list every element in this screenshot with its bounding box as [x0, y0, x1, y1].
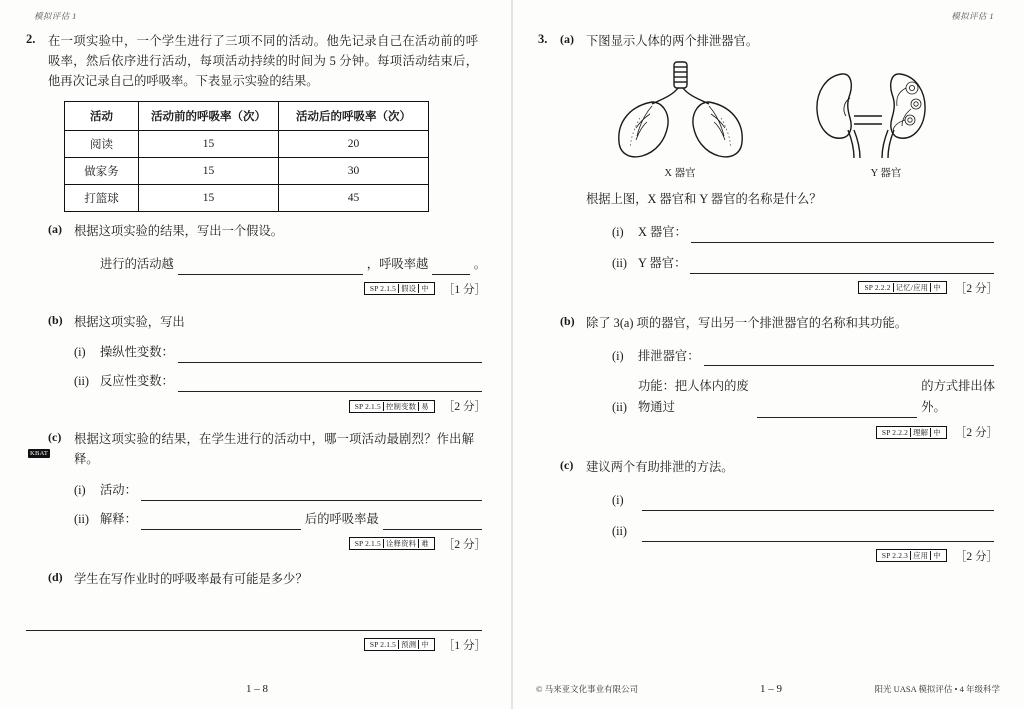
- question-2-number: 2.: [26, 32, 36, 46]
- cell-after: 30: [279, 157, 429, 184]
- part-c-label: (c): [48, 430, 62, 445]
- part-c-sub-i-blank[interactable]: [141, 487, 482, 501]
- part-b-sub-ii-label: (ii): [612, 400, 628, 415]
- lungs-diagram-wrap: [590, 58, 770, 180]
- part-b-sub-ii: [612, 376, 998, 418]
- left-page-header-tag: 模拟评估 1: [34, 11, 77, 21]
- part-c-sub-ii-label: (ii): [74, 511, 90, 526]
- part-a-answer-line[interactable]: [100, 254, 486, 275]
- part-a-label: (a): [560, 32, 574, 46]
- sp-code-badge: [349, 400, 435, 413]
- part-b-sub-ii: [74, 371, 486, 392]
- mark-allocation: ［2 分］: [954, 550, 998, 563]
- part-b: [48, 313, 486, 333]
- part-a-blank-2[interactable]: [432, 261, 469, 275]
- sp-code-skill: 记忆/应用: [893, 283, 931, 292]
- part-a: [48, 222, 486, 242]
- part-b-text: 根据这项实验，写出: [74, 314, 185, 329]
- sp-code-id: SP 2.1.5: [369, 283, 397, 293]
- part-c-sub-i-blank[interactable]: [642, 497, 994, 511]
- sp-code-id: SP 2.1.5: [354, 539, 381, 549]
- sp-code-badge: [364, 638, 435, 651]
- part-b-label: (b): [48, 312, 63, 327]
- part-d-marks: [26, 637, 486, 653]
- sp-code-badge: [858, 281, 946, 294]
- table-header-before: 活动前的呼吸率（次）: [139, 101, 279, 130]
- kidney-icon: [796, 58, 976, 163]
- part-a-blank-1[interactable]: [178, 261, 363, 275]
- mark-allocation: ［2 分］: [442, 401, 486, 414]
- cell-activity: 打篮球: [65, 184, 139, 211]
- sp-code-level: 中: [930, 428, 943, 437]
- part-b-sub-ii-blank[interactable]: [757, 404, 917, 418]
- part-c-sub-ii: [612, 521, 998, 542]
- sp-code-badge: [876, 426, 947, 439]
- table-row: [65, 130, 429, 157]
- part-b-sub-ii-text: 反应性变数：: [100, 374, 174, 389]
- part-a-suffix: 。: [473, 256, 486, 271]
- part-b-sub-ii-tail: 的方式排出体外。: [921, 379, 995, 415]
- sp-code-badge: [349, 537, 435, 550]
- part-a-prefix: 进行的活动越: [100, 256, 174, 271]
- part-a-text: 根据这项实验的结果，写出一个假设。: [74, 223, 284, 238]
- part-c-sub-ii-label: (ii): [612, 523, 628, 538]
- question-3-number: 3.: [538, 32, 548, 46]
- part-b-sub-i-text: 操纵性变数：: [100, 345, 174, 360]
- sp-code-skill: 控制变数: [383, 402, 418, 411]
- diagram-caption-x: X 器官: [664, 167, 696, 179]
- question-3: [538, 32, 998, 564]
- sp-code-level: 中: [418, 640, 431, 649]
- part-b: [560, 314, 998, 334]
- sp-code-level: 中: [930, 283, 943, 292]
- part-c-sub-i-label: (i): [74, 483, 86, 498]
- sp-code-level: 中: [418, 284, 431, 293]
- question-2: [26, 32, 486, 653]
- part-a-sub-i: [612, 222, 998, 243]
- table-header-after: 活动后的呼吸率（次）: [279, 101, 429, 130]
- part-b-sub-ii-text: 功能：把人体内的废物通过: [638, 379, 749, 415]
- excretory-organs-diagram: [568, 58, 998, 180]
- part-b-sub-i: [612, 346, 998, 367]
- part-a-sub-ii: [612, 253, 998, 274]
- part-c-marks: [26, 536, 486, 552]
- right-page: [512, 0, 1024, 709]
- part-a-marks: [26, 281, 486, 297]
- part-a-question: 根据上图，X 器官和 Y 器官的名称是什么？: [586, 191, 822, 206]
- part-d-answer-line[interactable]: [26, 616, 482, 631]
- part-a-sub-i-text: X 器官：: [638, 224, 687, 239]
- part-a-sub-i-blank[interactable]: [691, 229, 994, 243]
- part-b-sub-i-blank[interactable]: [704, 352, 995, 366]
- right-page-header-tag: 模拟评估 1: [951, 11, 994, 21]
- sp-code-skill: 假设: [398, 284, 418, 293]
- part-a-sub-i-label: (i): [612, 224, 624, 239]
- mark-allocation: ［1 分］: [442, 283, 486, 296]
- part-c-sub-ii: [74, 509, 486, 530]
- part-a-mid: ，呼吸率越: [366, 256, 429, 271]
- diagram-caption-y: Y 器官: [870, 167, 902, 179]
- part-b-sub-i-text: 排泄器官：: [638, 348, 700, 363]
- part-a-sub-ii-blank[interactable]: [690, 260, 994, 274]
- sp-code-id: SP 2.2.3: [881, 551, 909, 561]
- part-a-label: (a): [48, 221, 62, 236]
- cell-after: 20: [279, 130, 429, 157]
- series-title: 阳光 UASA 模拟评估 • 4 年级科学: [874, 684, 1000, 694]
- part-d: [48, 570, 486, 590]
- part-c-sub-ii-mid: 后的呼吸率最: [304, 511, 379, 526]
- part-b-sub-i-label: (i): [612, 348, 624, 363]
- part-c-text: 根据这项实验的结果，在学生进行的活动中，哪一项活动最剧烈？作出解释。: [74, 432, 474, 467]
- part-c-sub-ii-text: 解释：: [100, 511, 137, 526]
- part-c-sub-ii-blank-1[interactable]: [141, 516, 301, 530]
- part-c-sub-i: [74, 480, 486, 501]
- table-header-activity: 活动: [65, 101, 139, 130]
- part-a-text: 下图显示人体的两个排泄器官。: [586, 34, 759, 48]
- part-d-label: (d): [48, 569, 63, 584]
- part-b-text: 除了 3(a) 项的器官，写出另一个排泄器官的名称和其功能。: [586, 315, 908, 330]
- part-c-sub-i-label: (i): [612, 493, 624, 508]
- part-b-sub-ii-blank[interactable]: [178, 378, 482, 392]
- sp-code-skill: 诠释资料: [383, 539, 418, 548]
- part-c-sub-ii-blank[interactable]: [642, 528, 994, 542]
- cell-activity: 做家务: [65, 157, 139, 184]
- publisher-mark: © 马来亚文化事业有限公司: [536, 684, 639, 694]
- sp-code-badge: [876, 549, 947, 562]
- mark-allocation: ［2 分］: [954, 282, 998, 295]
- part-a-sub-ii-text: Y 器官：: [638, 255, 687, 270]
- sp-code-badge: [364, 282, 435, 295]
- kidney-diagram-wrap: [796, 58, 976, 180]
- part-b-marks: [538, 424, 998, 440]
- left-page-number: 1 – 8: [246, 683, 268, 695]
- right-page-number: 1 – 9: [760, 683, 782, 695]
- sp-code-level: 中: [930, 551, 943, 560]
- part-c-sub-ii-blank-2[interactable]: [383, 516, 482, 530]
- part-b-sub-i-label: (i): [74, 345, 86, 360]
- cell-after: 45: [279, 184, 429, 211]
- part-c-marks: [538, 548, 998, 564]
- part-b-label: (b): [560, 313, 575, 328]
- part-a-sub-ii-label: (ii): [612, 255, 628, 270]
- part-d-text: 学生在写作业时的呼吸率最有可能是多少？: [74, 571, 308, 586]
- part-b-sub-ii-label: (ii): [74, 374, 90, 389]
- cell-activity: 阅读: [65, 130, 139, 157]
- sp-code-level: 难: [418, 539, 431, 548]
- sp-code-id: SP 2.1.5: [354, 401, 381, 411]
- sp-code-id: SP 2.1.5: [369, 640, 397, 650]
- sp-code-skill: 应用: [910, 551, 930, 560]
- sp-code-skill: 理解: [910, 428, 930, 437]
- cell-before: 15: [139, 184, 279, 211]
- part-b-sub-i-blank[interactable]: [178, 349, 482, 363]
- table-header-row: [65, 101, 429, 130]
- table-row: [65, 157, 429, 184]
- table-row: [65, 184, 429, 211]
- part-a-marks: [538, 280, 998, 296]
- part-c: [560, 458, 998, 478]
- mark-allocation: ［1 分］: [442, 639, 486, 652]
- breathing-rate-table: [64, 101, 429, 212]
- mark-allocation: ［2 分］: [954, 427, 998, 440]
- part-c-label: (c): [560, 458, 574, 473]
- part-c-sub-i: [612, 490, 998, 511]
- lungs-icon: [590, 58, 770, 163]
- sp-code-skill: 预测: [398, 640, 418, 649]
- part-b-sub-i: [74, 342, 486, 363]
- mark-allocation: ［2 分］: [442, 538, 486, 551]
- part-c-text: 建议两个有助排泄的方法。: [586, 460, 734, 475]
- part-c-sub-i-text: 活动：: [100, 483, 137, 498]
- sp-code-level: 易: [418, 402, 431, 411]
- part-c: [30, 430, 486, 470]
- part-b-marks: [26, 398, 486, 414]
- question-2-stem: 在一项实验中，一个学生进行了三项不同的活动。他先记录自己在活动前的呼吸率，然后依序进行活动，每项活动持续的时间为 5 分钟。每项活动结束后，他再次记录自己的呼吸率。下表显示实验的结果。: [48, 34, 478, 88]
- cell-before: 15: [139, 157, 279, 184]
- kbat-badge: KBAT: [30, 450, 49, 458]
- sp-code-id: SP 2.2.2: [864, 282, 891, 292]
- cell-before: 15: [139, 130, 279, 157]
- sp-code-id: SP 2.2.2: [881, 427, 909, 437]
